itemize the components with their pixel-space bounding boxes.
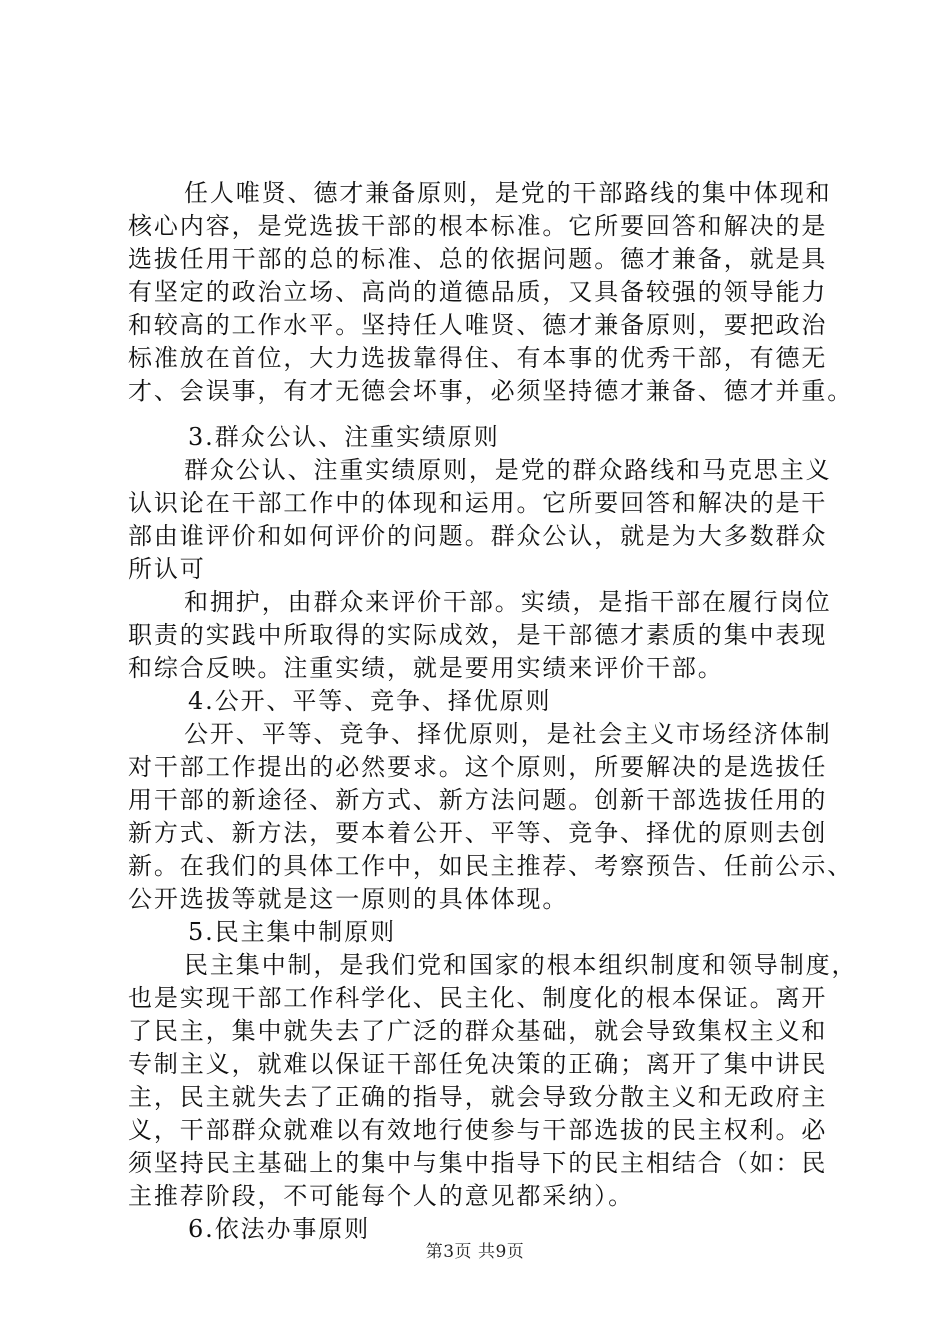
text-line: 选拔任用干部的总的标准、总的依据问题。德才兼备，就是具: [128, 245, 828, 273]
text-line: 核心内容，是党选拔干部的根本标准。它所要回答和解决的是: [128, 212, 828, 240]
section-heading: 6.依法办事原则: [188, 1215, 371, 1243]
text-line: 和拥护，由群众来评价干部。实绩，是指干部在履行岗位: [184, 588, 832, 616]
section-heading: 3.群众公认、注重实绩原则: [188, 423, 500, 451]
text-line: 和较高的工作水平。坚持任人唯贤、德才兼备原则，要把政治: [128, 311, 828, 339]
text-line: 群众公认、注重实绩原则，是党的群众路线和马克思主义: [184, 456, 832, 484]
text-line: 有坚定的政治立场、高尚的道德品质，又具备较强的领导能力: [128, 278, 828, 306]
section-heading: 5.民主集中制原则: [188, 918, 396, 946]
text-line: 须坚持民主基础上的集中与集中指导下的民主相结合（如：民: [128, 1149, 828, 1177]
text-line: 了民主，集中就失去了广泛的群众基础，就会导致集权主义和: [128, 1017, 828, 1045]
text-line: 主推荐阶段，不可能每个人的意见都采纳）。: [128, 1182, 634, 1210]
text-line: 任人唯贤、德才兼备原则，是党的干部路线的集中体现和: [184, 179, 832, 207]
text-line: 职责的实践中所取得的实际成效，是干部德才素质的集中表现: [128, 621, 828, 649]
text-line: 所认可: [128, 555, 206, 583]
text-line: 和综合反映。注重实绩，就是要用实绩来评价干部。: [128, 654, 724, 682]
text-line: 专制主义，就难以保证干部任免决策的正确；离开了集中讲民: [128, 1050, 828, 1078]
text-line: 部由谁评价和如何评价的问题。群众公认，就是为大多数群众: [128, 522, 828, 550]
text-line: 公开选拔等就是这一原则的具体体现。: [128, 885, 569, 913]
text-line: 主，民主就失去了正确的指导，就会导致分散主义和无政府主: [128, 1083, 828, 1111]
text-line: 新。在我们的具体工作中，如民主推荐、考察预告、任前公示、: [128, 852, 854, 880]
section-heading: 4.公开、平等、竞争、择优原则: [188, 687, 552, 715]
page-number-footer: 第3页 共9页: [425, 1242, 525, 1262]
text-line: 用干部的新途径、新方式、新方法问题。创新干部选拔任用的: [128, 786, 828, 814]
text-line: 对干部工作提出的必然要求。这个原则，所要解决的是选拔任: [128, 753, 828, 781]
text-line: 义，干部群众就难以有效地行使参与干部选拔的民主权利。必: [128, 1116, 828, 1144]
text-line: 新方式、新方法，要本着公开、平等、竞争、择优的原则去创: [128, 819, 828, 847]
text-line: 才、会误事，有才无德会坏事，必须坚持德才兼备、德才并重。: [128, 377, 854, 405]
text-line: 公开、平等、竞争、择优原则，是社会主义市场经济体制: [184, 720, 832, 748]
text-line: 认识论在干部工作中的体现和运用。它所要回答和解决的是干: [128, 489, 828, 517]
text-line: 民主集中制，是我们党和国家的根本组织制度和领导制度，: [184, 951, 858, 979]
text-line: 也是实现干部工作科学化、民主化、制度化的根本保证。离开: [128, 984, 828, 1012]
paragraph-virtue-talent: [128, 177, 854, 408]
section-3: [128, 421, 858, 1246]
text-line: 标准放在首位，大力选拔靠得住、有本事的优秀干部，有德无: [128, 344, 828, 372]
